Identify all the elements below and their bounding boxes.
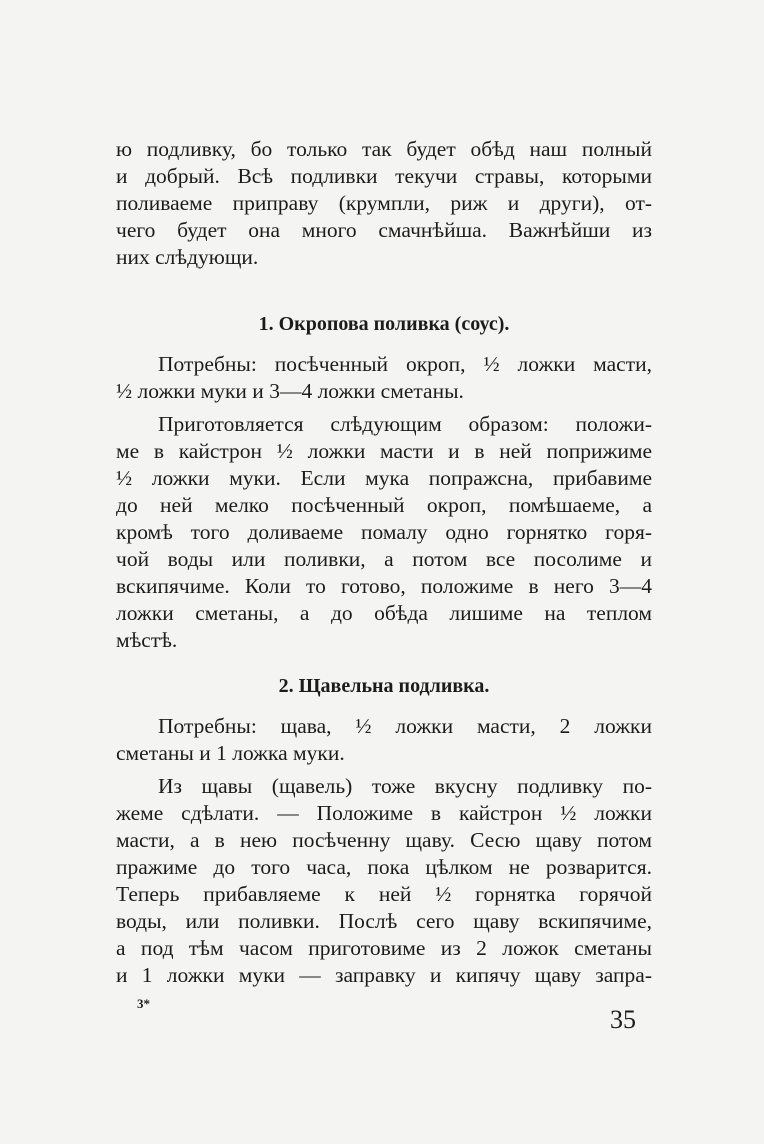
section-heading: 2. Щавельна подливка.: [278, 675, 490, 697]
section-heading: 1. Окропова поливка (соус).: [258, 313, 510, 335]
text-line: вскипячиме. Коли то готово, положиме в него 3—4: [116, 574, 652, 598]
text-line: ме в кайстрон ½ ложки масти и в ней поприжиме: [116, 439, 652, 463]
text-line: сметаны и 1 ложка муки.: [116, 741, 345, 765]
text-line: и добрый. Всѣ подливки текучи стравы, которыми: [116, 164, 652, 188]
text-line: ½ ложки муки и 3—4 ложки сметаны.: [116, 379, 464, 403]
page-number: 35: [610, 1005, 636, 1034]
text-line: а под тѣм часом приготовиме из 2 ложок сметаны: [116, 936, 652, 960]
text-line: до ней мелко посѣченный окроп, помѣшаеме, а: [116, 493, 652, 517]
text-line: них слѣдующи.: [116, 245, 259, 269]
text-line: поливаеме приправу (крумпли, риж и други), от-: [116, 191, 652, 215]
text-line: пражиме до того часа, пока цѣлком не розварится.: [116, 855, 652, 879]
signature-mark: 3*: [137, 996, 150, 1011]
text-line: жеме сдѣлати. — Положиме в кайстрон ½ ложки: [116, 801, 652, 825]
text-line: ложки сметаны, а до обѣда лишиме на теплом: [116, 601, 652, 625]
text-line: ю подливку, бо только так будет обѣд наш полный: [116, 137, 652, 161]
text-line: ½ ложки муки. Если мука попражсна, прибавиме: [116, 466, 652, 490]
text-line: масти, а в нею посѣченну щаву. Сесю щаву потом: [116, 828, 652, 852]
text-line: чой воды или поливки, а потом все посолиме и: [116, 547, 652, 571]
text-line: чего будет она много смачнѣйша. Важнѣйши из: [116, 218, 652, 242]
text-line: Потребны: посѣченный окроп, ½ ложки масти,: [158, 352, 652, 376]
text-line: Потребны: щава, ½ ложки масти, 2 ложки: [158, 714, 652, 738]
text-line: Приготовляется слѣдующим образом: положи-: [158, 412, 652, 436]
text-line: Из щавы (щавель) тоже вкусну подливку по-: [158, 774, 652, 798]
text-line: воды, или поливки. Послѣ сего щаву вскипячиме,: [116, 909, 652, 933]
text-line: Теперь прибавляеме к ней ½ горнятка горячой: [116, 882, 652, 906]
text-line: мѣстѣ.: [116, 628, 178, 652]
text-line: и 1 ложки муки — заправку и кипячу щаву запра-: [116, 963, 652, 987]
text-line: кромѣ того доливаеме помалу одно горнятко горя-: [116, 520, 652, 544]
